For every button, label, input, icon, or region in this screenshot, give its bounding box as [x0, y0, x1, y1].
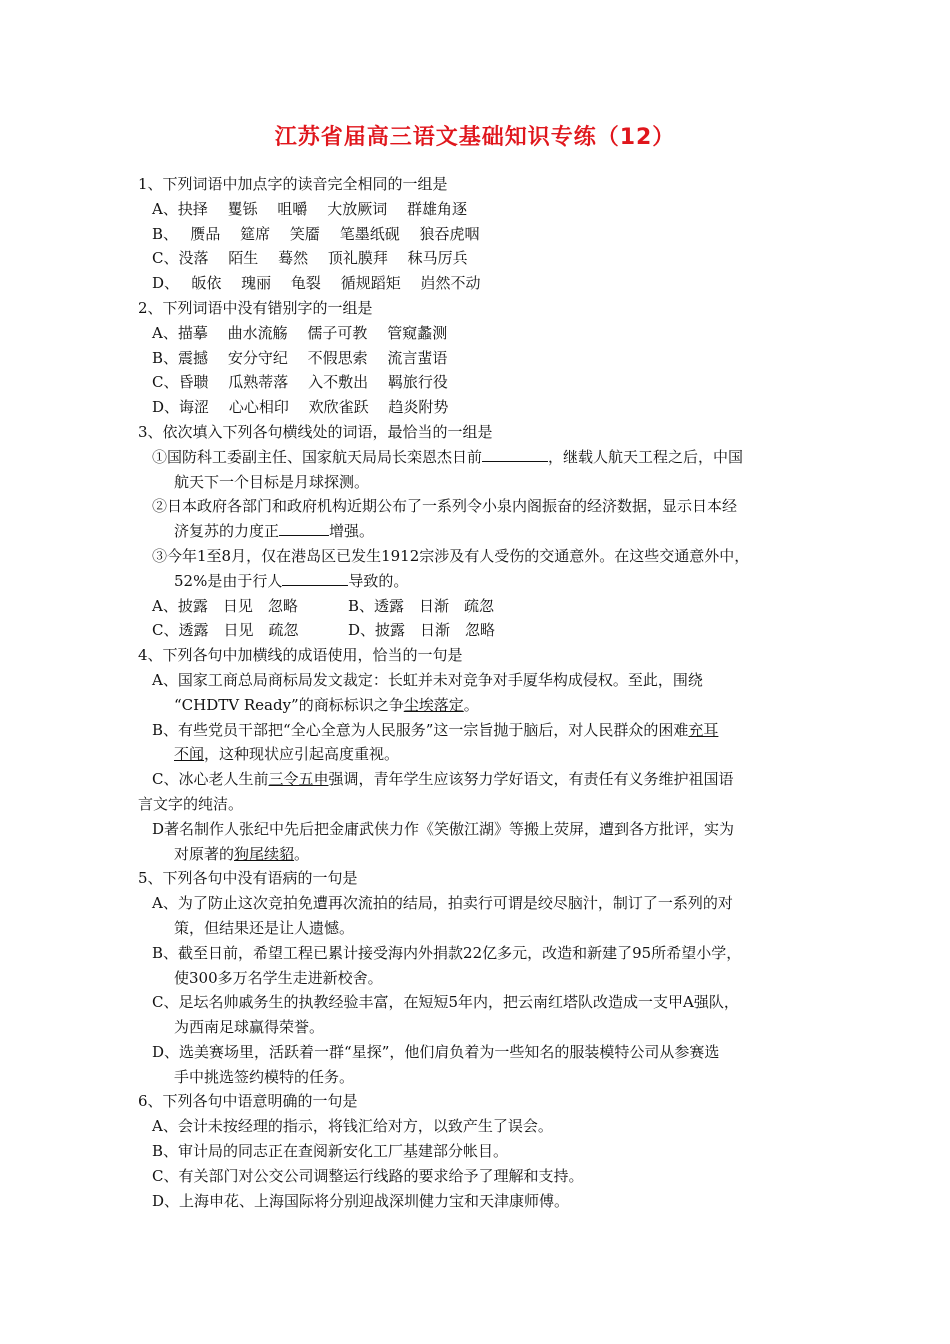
question-list	[138, 172, 818, 1213]
question-3-sentence-3: ③今年1至8月，仅在港岛区已发生1912宗涉及有人受伤的交通意外。在这些交通意外中，	[152, 546, 750, 565]
underlined-idiom: 充耳	[688, 720, 719, 739]
question-4-option-d-cont: 对原著的狗尾续貂。	[174, 844, 310, 863]
question-5-option-c: C、足坛名帅戚务生的执教经验丰富，在短短5年内，把云南红塔队改造成一支甲A强队，	[152, 993, 739, 1012]
question-1-option-a: A、抉择 矍铄 咀嚼 大放厥词 群雄角逐	[152, 199, 468, 218]
question-4-option-a-cont: “CHDTV Ready”的商标标识之争尘埃落定。	[174, 695, 479, 714]
question-6-stem: 6、下列各句中语意明确的一句是	[138, 1092, 358, 1111]
question-6-option-a: A、会计未按经理的指示，将钱汇给对方，以致产生了误会。	[152, 1117, 553, 1136]
question-5-option-b: B、截至日前，希望工程已累计接受海内外捐款22亿多元，改造和新建了95所希望小学，	[152, 943, 742, 962]
question-3-options-ab: A、披露 日见 忽略 B、透露 日渐 疏忽	[152, 596, 495, 615]
fill-blank	[282, 571, 348, 586]
question-5-option-c-cont: 为西南足球赢得荣誉。	[174, 1018, 325, 1037]
question-5-option-d: D、选美赛场里，活跃着一群“星探”，他们肩负着为一些知名的服装模特公司从参赛选	[152, 1042, 720, 1061]
question-5-stem: 5、下列各句中没有语病的一句是	[138, 869, 358, 888]
question-3-options-cd: C、透露 日见 疏忽 D、披露 日渐 忽略	[152, 621, 496, 640]
question-5-option-b-cont: 使300多万名学生走进新校舍。	[174, 968, 383, 987]
question-6-option-d: D、上海申花、上海国际将分别迎战深圳健力宝和天津康师傅。	[152, 1191, 570, 1210]
question-1-option-b: B、 赝品 筵席 笑靥 笔墨纸砚 狼吞虎咽	[152, 224, 480, 243]
question-3-sentence-2-cont: 济复苏的力度正 增强。	[174, 522, 375, 541]
question-4-option-a: A、国家工商总局商标局发文裁定：长虹并未对竞争对手厦华构成侵权。至此，围绕	[152, 670, 703, 689]
underlined-idiom: 三令五申	[268, 770, 329, 789]
question-6-option-c: C、有关部门对公交公司调整运行线路的要求给予了理解和支持。	[152, 1166, 584, 1185]
question-4-option-c-cont: 言文字的纯洁。	[138, 794, 244, 813]
question-2-option-d: D、诲涩 心心相印 欢欣雀跃 趋炎附势	[152, 398, 449, 417]
page-title: 江苏省届高三语文基础知识专练（12）	[274, 125, 676, 150]
question-2-option-a: A、描摹 曲水流觞 儒子可教 管窥蠡测	[152, 323, 448, 342]
question-1-option-c: C、没落 陌生 蓦然 顶礼膜拜 秣马厉兵	[152, 249, 468, 268]
underlined-idiom: 尘埃落定	[403, 695, 464, 714]
question-2-stem: 2、下列词语中没有错别字的一组是	[138, 298, 373, 317]
question-5-option-d-cont: 手中挑选签约模特的任务。	[174, 1067, 355, 1086]
question-2-option-b: B、震撼 安分守纪 不假思索 流言蜚语	[152, 348, 448, 367]
question-4-option-d: D著名制作人张纪中先后把金庸武侠力作《笑傲江湖》等搬上荧屏，遭到各方批评，实为	[152, 819, 735, 838]
question-1-stem: 1、下列词语中加点字的读音完全相同的一组是	[138, 175, 448, 193]
question-3-stem: 3、依次填入下列各句横线处的词语，最恰当的一组是	[138, 422, 493, 441]
question-3-sentence-2: ②日本政府各部门和政府机构近期公布了一系列令小泉内阁振奋的经济数据，显示日本经	[152, 497, 738, 516]
underlined-idiom: 狗尾续貂	[234, 844, 295, 863]
question-5-option-a: A、为了防止这次竞拍免遭再次流拍的结局，拍卖行可谓是绞尽脑汁，制订了一系列的对	[152, 894, 733, 913]
question-4-option-b: B、有些党员干部把“全心全意为人民服务”这一宗旨抛于脑后，对人民群众的困难充耳	[152, 720, 719, 739]
fill-blank	[279, 521, 329, 536]
question-1-option-d: D、 皈依 瑰丽 龟裂 循规蹈矩 岿然不动	[152, 274, 481, 293]
question-4-option-c: C、冰心老人生前三令五申强调，青年学生应该努力学好语文，有责任有义务维护祖国语	[152, 770, 734, 789]
question-6-option-b: B、审计局的同志正在查阅新安化工厂基建部分帐目。	[152, 1142, 509, 1161]
question-4-stem: 4、下列各句中加横线的成语使用，恰当的一句是	[138, 646, 463, 665]
question-4-option-b-cont: 不闻，这种现状应引起高度重视。	[174, 745, 400, 764]
underlined-idiom: 不闻	[174, 745, 205, 764]
question-3-sentence-1: ①国防科工委副主任、国家航天局局长栾恩杰日前 ，继载人航天工程之后，中国	[152, 447, 744, 466]
question-3-sentence-1-cont: 航天下一个目标是月球探测。	[174, 472, 370, 491]
question-5-option-a-cont: 策，但结果还是让人遗憾。	[174, 918, 355, 937]
question-2-option-c: C、昏聩 瓜熟蒂落 入不敷出 羁旅行役	[152, 373, 448, 392]
fill-blank	[482, 447, 548, 462]
question-3-sentence-3-cont: 52%是由于行人 导致的。	[174, 571, 409, 590]
